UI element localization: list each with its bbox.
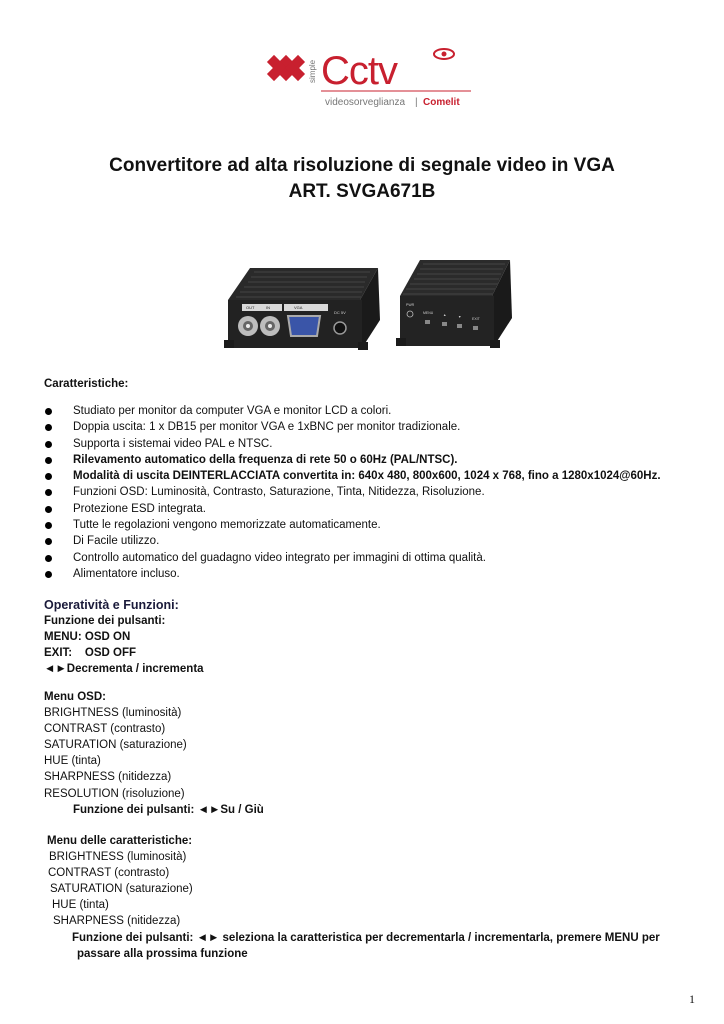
feature-item: Di Facile utilizzo. [44,533,704,549]
osd-menu-heading: Menu OSD: [44,691,106,703]
osd-menu-item: BRIGHTNESS (luminosità) [44,707,182,720]
feature-item: Alimentatore incluso. [44,566,704,582]
product-photo [220,250,515,360]
page-number: 1 [689,992,695,1006]
osd-menu-section [44,689,264,818]
feature-item: Modalità di uscita DEINTERLACCIATA convertita in: 640x 480, 800x600, 1024 x 768, fino a 1280x1024@60Hz. [44,468,704,484]
exit-line: EXIT: OSD OFF [44,647,137,660]
osd-buttons-line: Funzione dei pulsanti: ◄►Su / Giù [73,803,264,816]
svg-text:▼: ▼ [458,315,462,319]
svg-text:▲: ▲ [443,313,447,317]
features-heading: Caratteristiche: [44,378,129,390]
converter-front-view [396,260,512,348]
operation-heading: Operatività e Funzioni: [44,598,179,612]
menu-line: MENU: OSD ON [44,631,131,644]
feature-item: Rilevamento automatico della frequenza di rete 50 o 60Hz (PAL/NTSC). [44,452,704,468]
buttons-heading: Funzione dei pulsanti: [44,615,166,628]
converter-back-view [224,268,380,350]
feature-item: Studiato per monitor da computer VGA e monitor LCD a colori. [44,403,704,419]
features-menu-section [47,833,660,962]
osd-menu-item: SHARPNESS (nitidezza) [44,771,172,784]
logo-small-text: simple [308,59,317,83]
features-buttons-line-cont: passare alla prossima funzione [77,947,248,960]
operation-section [44,597,204,677]
svg-text:OUT: OUT [246,305,255,310]
features-menu-heading: Menu delle caratteristiche: [47,835,193,847]
features-list [44,403,704,582]
osd-menu-item: CONTRAST (contrasto) [44,723,166,736]
arrows-line: ◄►Decrementa / incrementa [44,663,204,676]
simple-cctv-logo [259,37,479,111]
logo-brand-text: Cctv [321,49,397,93]
feature-item: Tutte le regolazioni vengono memorizzate automaticamente. [44,517,704,533]
feature-item: Controllo automatico del guadagno video integrato per immagini di ottima qualità. [44,550,704,566]
feature-item: Funzioni OSD: Luminosità, Contrasto, Saturazione, Tinta, Nitidezza, Risoluzione. [44,484,704,500]
svg-text:MENU: MENU [423,311,434,315]
features-menu-item: CONTRAST (contrasto) [48,867,170,880]
osd-menu-item: HUE (tinta) [44,755,101,768]
osd-menu-item: RESOLUTION (risoluzione) [44,787,185,800]
svg-text:VGA: VGA [294,305,303,310]
svg-text:DC 5V: DC 5V [334,310,346,315]
features-menu-item: BRIGHTNESS (luminosità) [49,851,187,864]
features-menu-item: SHARPNESS (nitidezza) [53,915,181,928]
svg-text:EXIT: EXIT [472,317,480,321]
features-menu-item: HUE (tinta) [52,899,109,912]
svg-text:|: | [415,97,418,108]
svg-text:IN: IN [266,305,270,310]
logo-partner: Comelit [423,97,460,108]
features-menu-item: SATURATION (saturazione) [50,883,193,896]
feature-item: Supporta i sistemai video PAL e NTSC. [44,436,704,452]
feature-item: Doppia uscita: 1 x DB15 per monitor VGA e 1xBNC per monitor tradizionale. [44,419,704,435]
features-buttons-line: Funzione dei pulsanti: ◄► seleziona la caratteristica per decrementarla / incrementarla, premere MENU per [72,931,660,944]
article-code: ART. SVGA671B [288,181,436,202]
feature-item: Protezione ESD integrata. [44,501,704,517]
osd-menu-item: SATURATION (saturazione) [44,739,187,752]
document-title: Convertitore ad alta risoluzione di segnale video in VGA [109,155,615,176]
logo-tagline: videosorveglianza [325,97,406,108]
svg-text:PWR: PWR [406,303,415,307]
